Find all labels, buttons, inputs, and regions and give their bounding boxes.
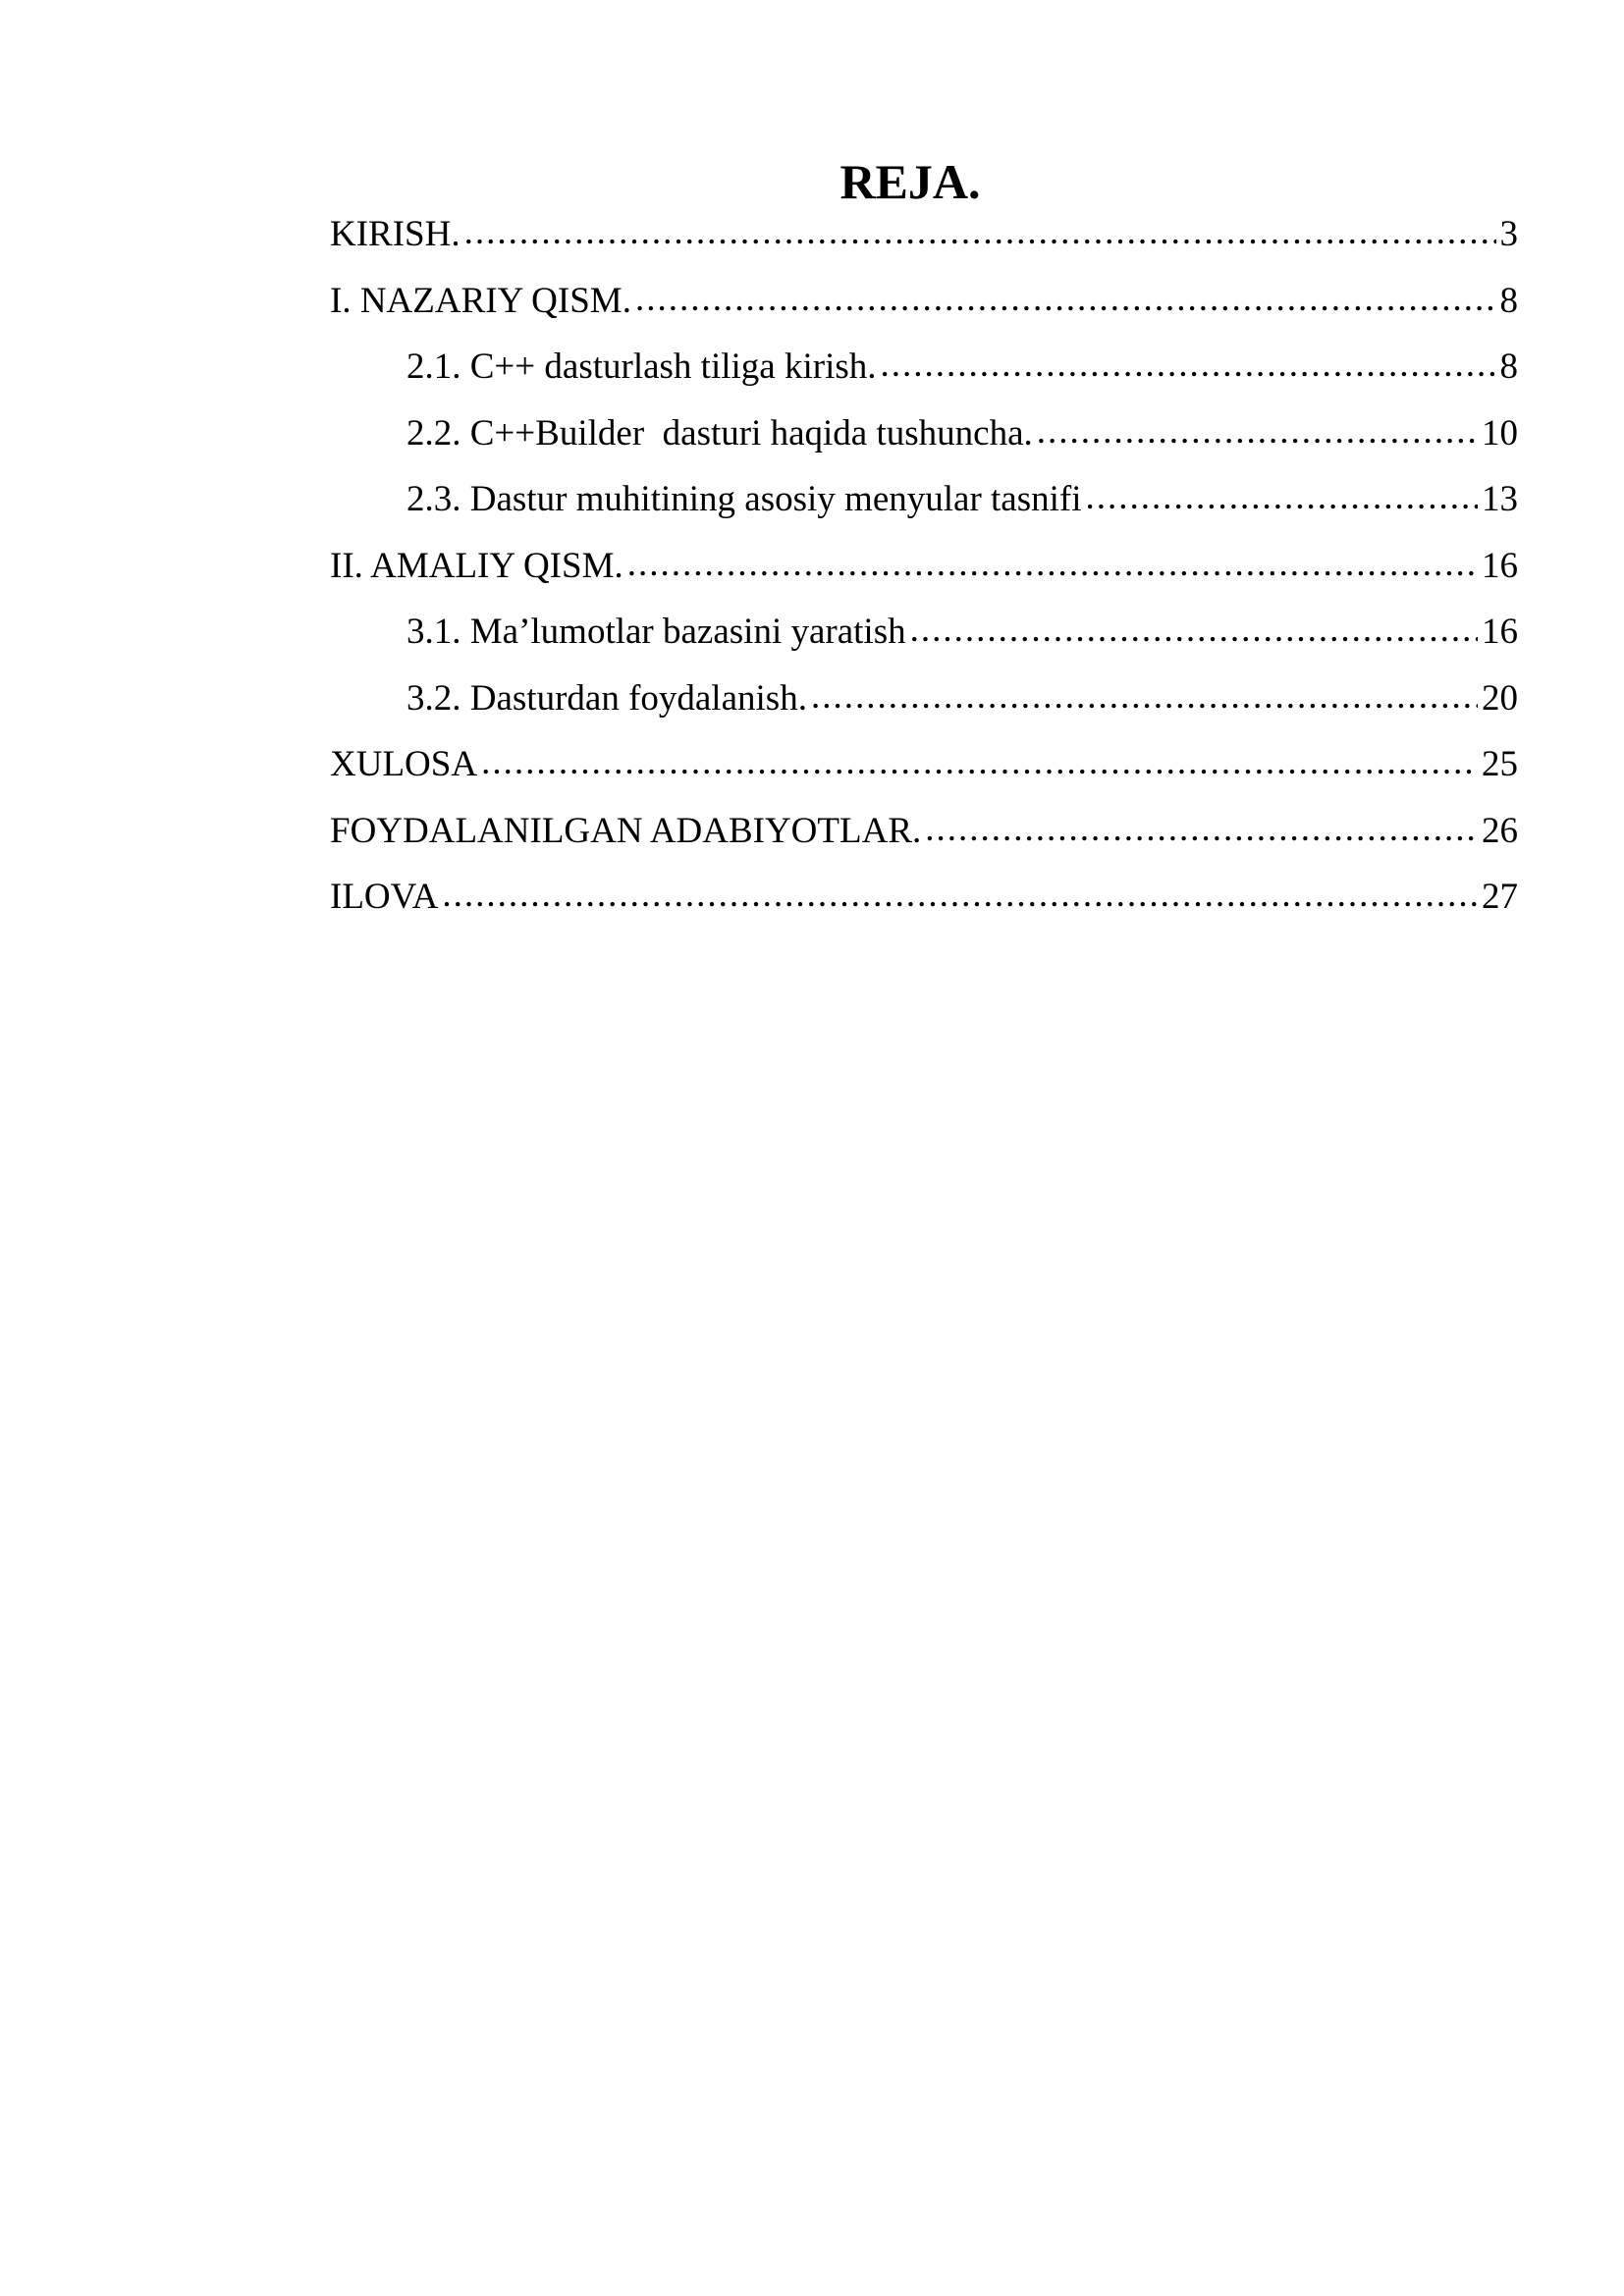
toc-entry-page: 26: [1482, 810, 1518, 851]
toc-dot-leader: [464, 206, 1496, 259]
toc-entry[interactable]: [330, 275, 1518, 342]
toc-entry-page: 20: [1482, 677, 1518, 719]
toc-entry[interactable]: [330, 606, 1518, 672]
toc-dot-leader: [881, 339, 1496, 392]
toc-entry-title: 2.1. C++ dasturlash tiliga kirish.: [406, 347, 877, 387]
toc-dot-leader: [910, 604, 1478, 657]
toc-entry-page: 8: [1499, 280, 1518, 321]
toc-entry-title: KIRISH.: [330, 214, 460, 254]
toc-dot-leader: [811, 670, 1478, 723]
toc-entry[interactable]: [330, 805, 1518, 872]
toc-entry[interactable]: [330, 540, 1518, 607]
toc-entry-page: 13: [1482, 479, 1518, 519]
toc-entry[interactable]: [330, 407, 1518, 474]
toc-entry-title: II. AMALIY QISM.: [330, 545, 623, 586]
toc-entry[interactable]: [330, 473, 1518, 540]
toc-entry-title: ILOVA: [330, 877, 439, 917]
toc-entry[interactable]: [330, 871, 1518, 937]
toc-entry-page: 25: [1482, 744, 1518, 784]
toc-entry-title: FOYDALANILGAN ADABIYOTLAR.: [330, 810, 922, 851]
toc-entry-page: 16: [1482, 545, 1518, 586]
toc-dot-leader: [1086, 471, 1479, 524]
toc-dot-leader: [925, 803, 1478, 856]
toc-dot-leader: [442, 869, 1478, 922]
toc-dot-leader: [481, 736, 1478, 789]
toc-entry[interactable]: [330, 341, 1518, 407]
toc-entry-page: 16: [1482, 612, 1518, 652]
toc-entry-page: 10: [1482, 412, 1518, 454]
toc-entry-title: I. NAZARIY QISM.: [330, 280, 631, 321]
toc-entry[interactable]: [330, 208, 1518, 275]
toc-entry-title: 2.3. Dastur muhitining asosiy menyular tasnifi: [406, 479, 1082, 519]
toc-entry-title: 3.2. Dasturdan foydalanish.: [406, 677, 807, 719]
toc-entry-page: 27: [1482, 877, 1518, 917]
toc-entry-title: 2.2. C++Builder dasturi haqida tushuncha.: [406, 412, 1033, 454]
toc-dot-leader: [627, 538, 1478, 591]
page-title: REJA.: [839, 154, 981, 209]
table-of-contents: [330, 208, 1518, 937]
toc-dot-leader: [635, 273, 1496, 326]
toc-entry-page: 3: [1499, 214, 1518, 254]
toc-entry-title: 3.1. Ma’lumotlar bazasini yaratish: [406, 612, 906, 652]
toc-entry-title: XULOSA: [330, 744, 478, 784]
toc-entry[interactable]: [330, 672, 1518, 739]
toc-entry[interactable]: [330, 738, 1518, 805]
toc-entry-page: 8: [1499, 347, 1518, 387]
toc-dot-leader: [1037, 405, 1478, 458]
